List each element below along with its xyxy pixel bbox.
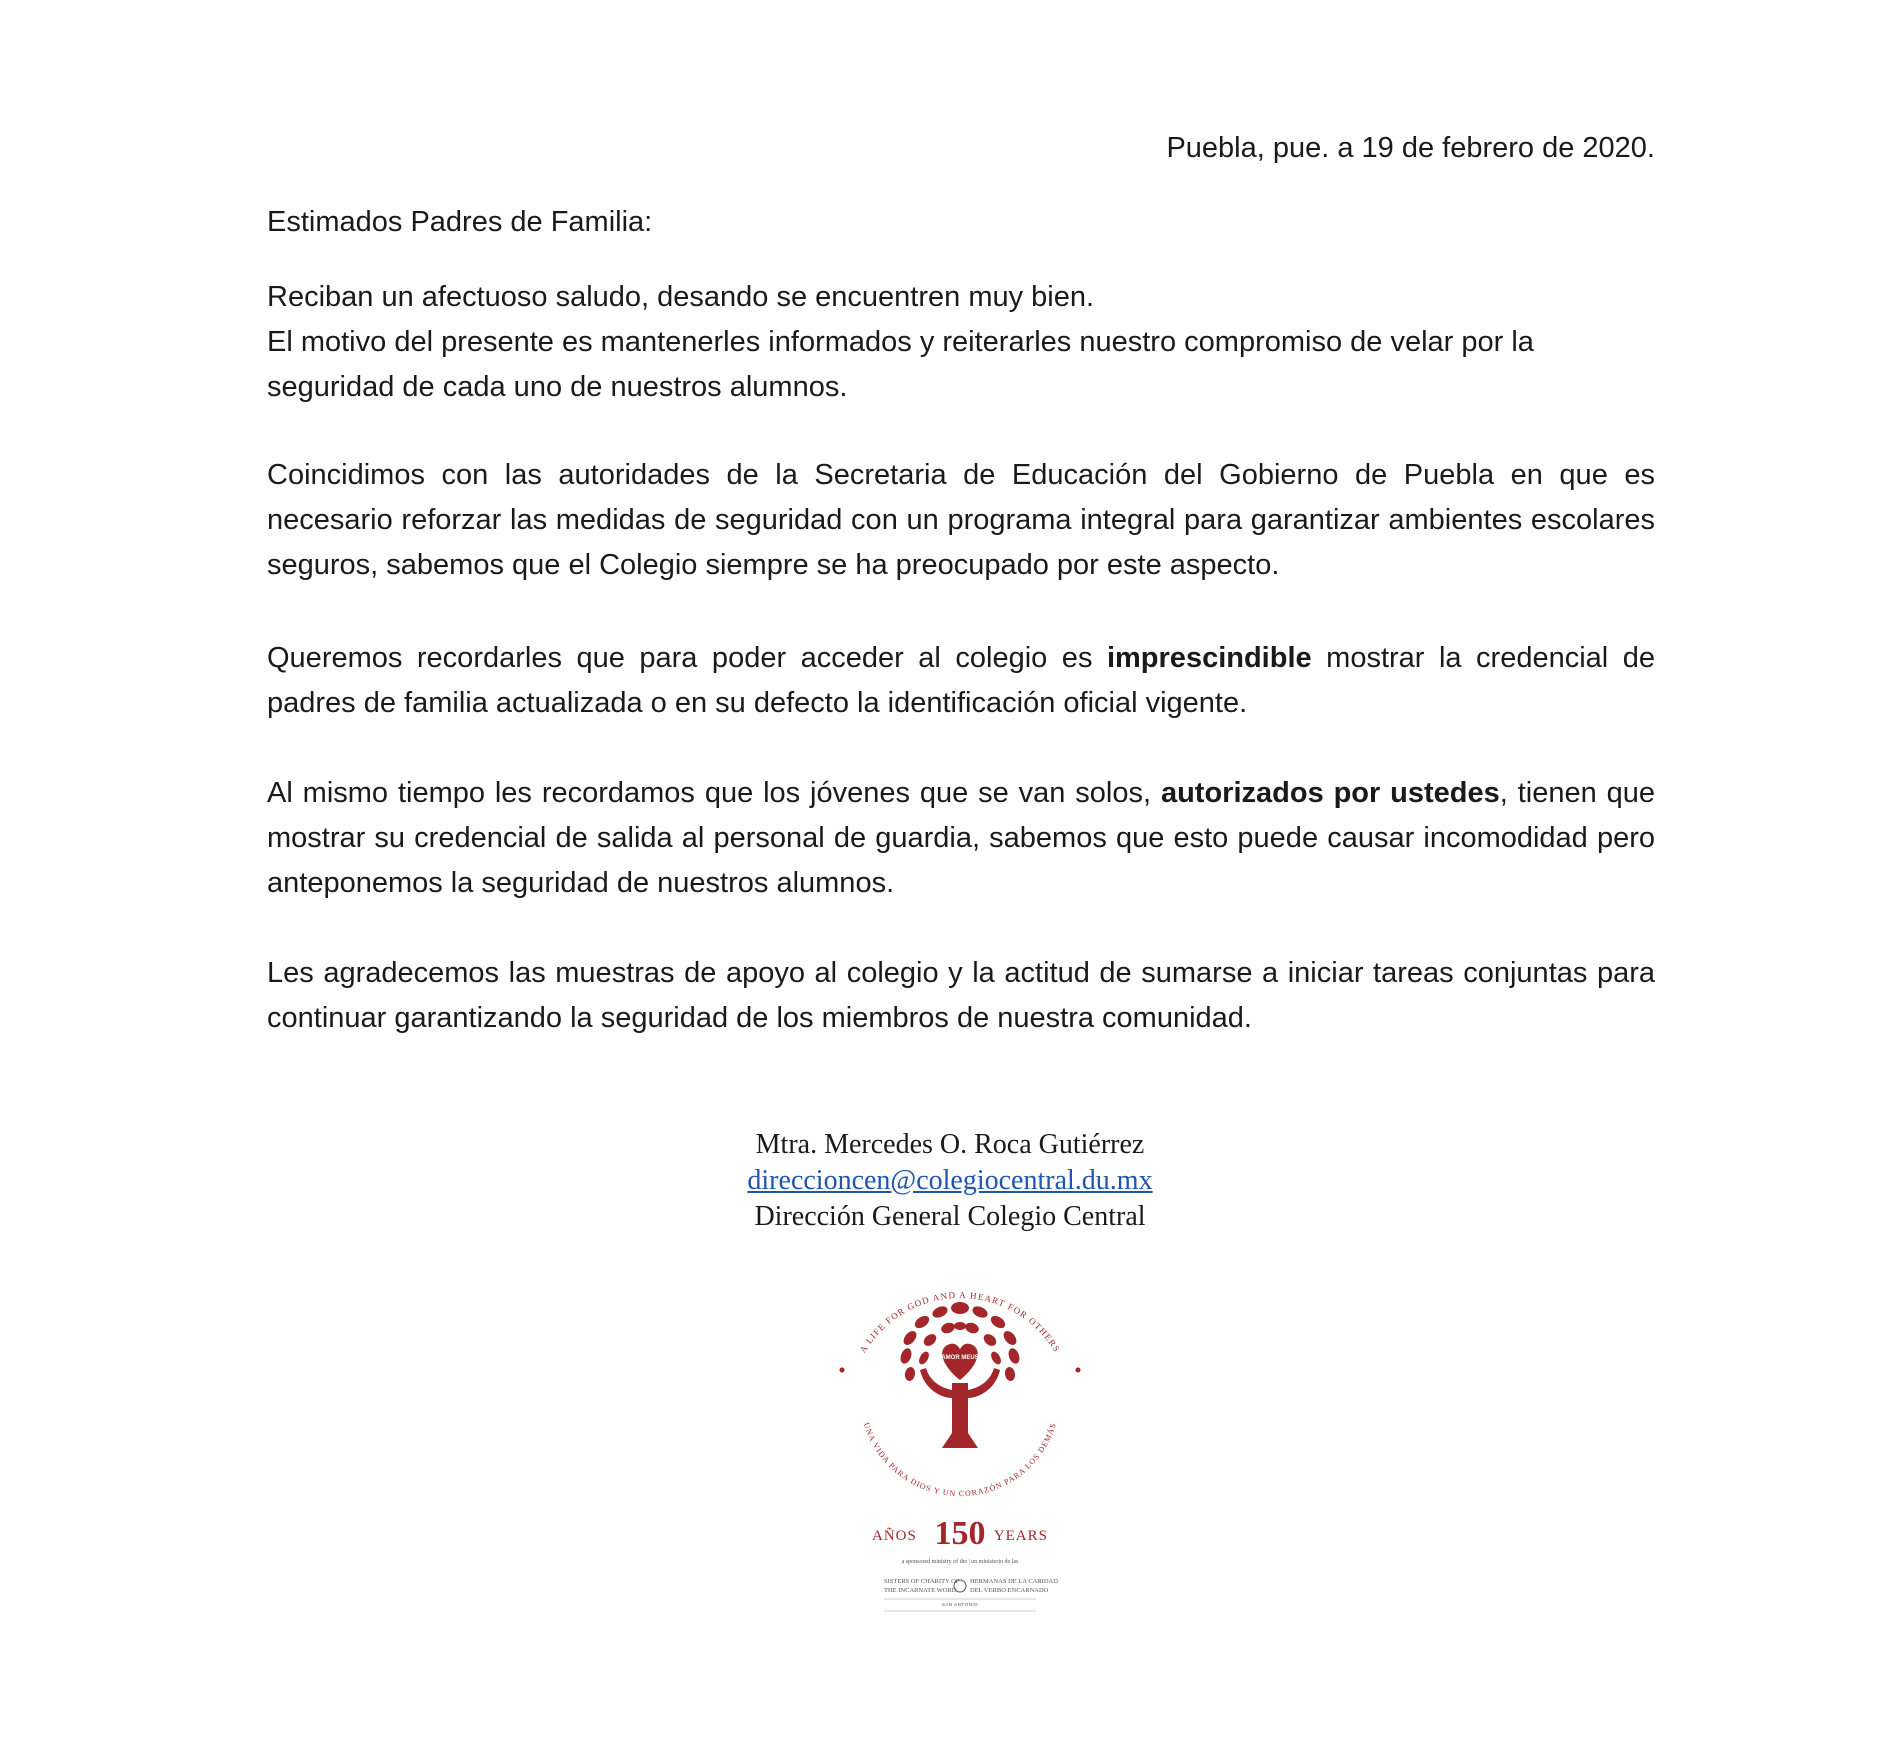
- seal-years: YEARS: [993, 1528, 1048, 1544]
- heart-icon: [942, 1344, 977, 1380]
- credential-text-start: Queremos recordarles que para poder acceder al colegio es: [267, 642, 1107, 674]
- signer-name: Mtra. Mercedes O. Roca Gutiérrez: [755, 1129, 1145, 1160]
- anniversary-seal-logo: [820, 1258, 1100, 1678]
- greeting-line: Reciban un afectuoso saludo, desando se encuentren muy bien.: [267, 281, 1095, 313]
- seal-org-en-1: SISTERS OF CHARITY OF: [884, 1578, 960, 1585]
- paragraph-credential: [267, 636, 1655, 726]
- signer-email-link[interactable]: direccioncen@colegiocentral.du.mx: [747, 1165, 1153, 1196]
- credential-text-end: mostrar la credencial de padres de familia actualizada o en su defecto la identificación oficial vigente.: [267, 642, 1656, 719]
- seal-org-en-2: THE INCARNATE WORD: [884, 1587, 957, 1594]
- seal-heart-text: AMOR MEUS: [941, 1355, 979, 1361]
- paragraph-thanks: Les agradecemos las muestras de apoyo al colegio y la actitud de sumarse a iniciar tareas conjuntas para continuar garantizando la seguridad de los miembros de nuestra comunidad.: [267, 957, 1655, 1034]
- seal-anos: AÑOS: [872, 1528, 917, 1544]
- purpose-line: El motivo del presente es mantenerles informados y reiterarles nuestro compromiso de velar por la seguridad de cada uno de nuestros alumnos.: [267, 326, 1534, 403]
- paragraph-security-measures: Coincidimos con las autoridades de la Secretaria de Educación del Gobierno de Puebla en que es necesario reforzar las medidas de seguridad con un programa integral para garantizar ambientes escolares seguros, sabemos que el Colegio siempre se ha preocupado por este aspecto.: [267, 459, 1655, 581]
- exit-pass-emphasis: autorizados por ustedes: [1160, 777, 1500, 809]
- paragraph-greeting: [267, 275, 1655, 410]
- credential-emphasis: imprescindible: [1106, 642, 1312, 674]
- seal-bottom-motto: UNA VIDA PARA DIOS Y UN CORAZÓN PARA LOS DEMÁS: [861, 1421, 1059, 1499]
- paragraph-exit-pass: [267, 771, 1655, 906]
- seal-emblem-icon: [954, 1580, 966, 1592]
- letter-date: Puebla, pue. a 19 de febrero de 2020.: [1166, 132, 1655, 164]
- seal-top-motto: A LIFE FOR GOD AND A HEART FOR OTHERS: [857, 1289, 1063, 1355]
- seal-org-es-1: HERMANAS DE LA CARIDAD: [970, 1578, 1058, 1585]
- exit-pass-text-end: , tienen que mostrar su credencial de salida al personal de guardia, sabemos que esto puede causar incomodidad pero anteponemos la seguridad de nuestros alumnos.: [267, 777, 1656, 899]
- seal-ministry-line: a sponsored ministry of the | un ministerio de las: [901, 1559, 1019, 1565]
- exit-pass-text-start: Al mismo tiempo les recordamos que los jóvenes que se van solos,: [267, 777, 1161, 809]
- signature-block: [0, 1127, 1900, 1235]
- seal-number: 150: [934, 1515, 986, 1552]
- seal-org-es-2: DEL VERBO ENCARNADO: [970, 1587, 1049, 1594]
- salutation: Estimados Padres de Familia:: [267, 206, 653, 238]
- seal-city: SAN ANTONIO: [941, 1602, 979, 1607]
- signer-role: Dirección General Colegio Central: [754, 1201, 1146, 1232]
- tree-icon: [899, 1302, 1022, 1448]
